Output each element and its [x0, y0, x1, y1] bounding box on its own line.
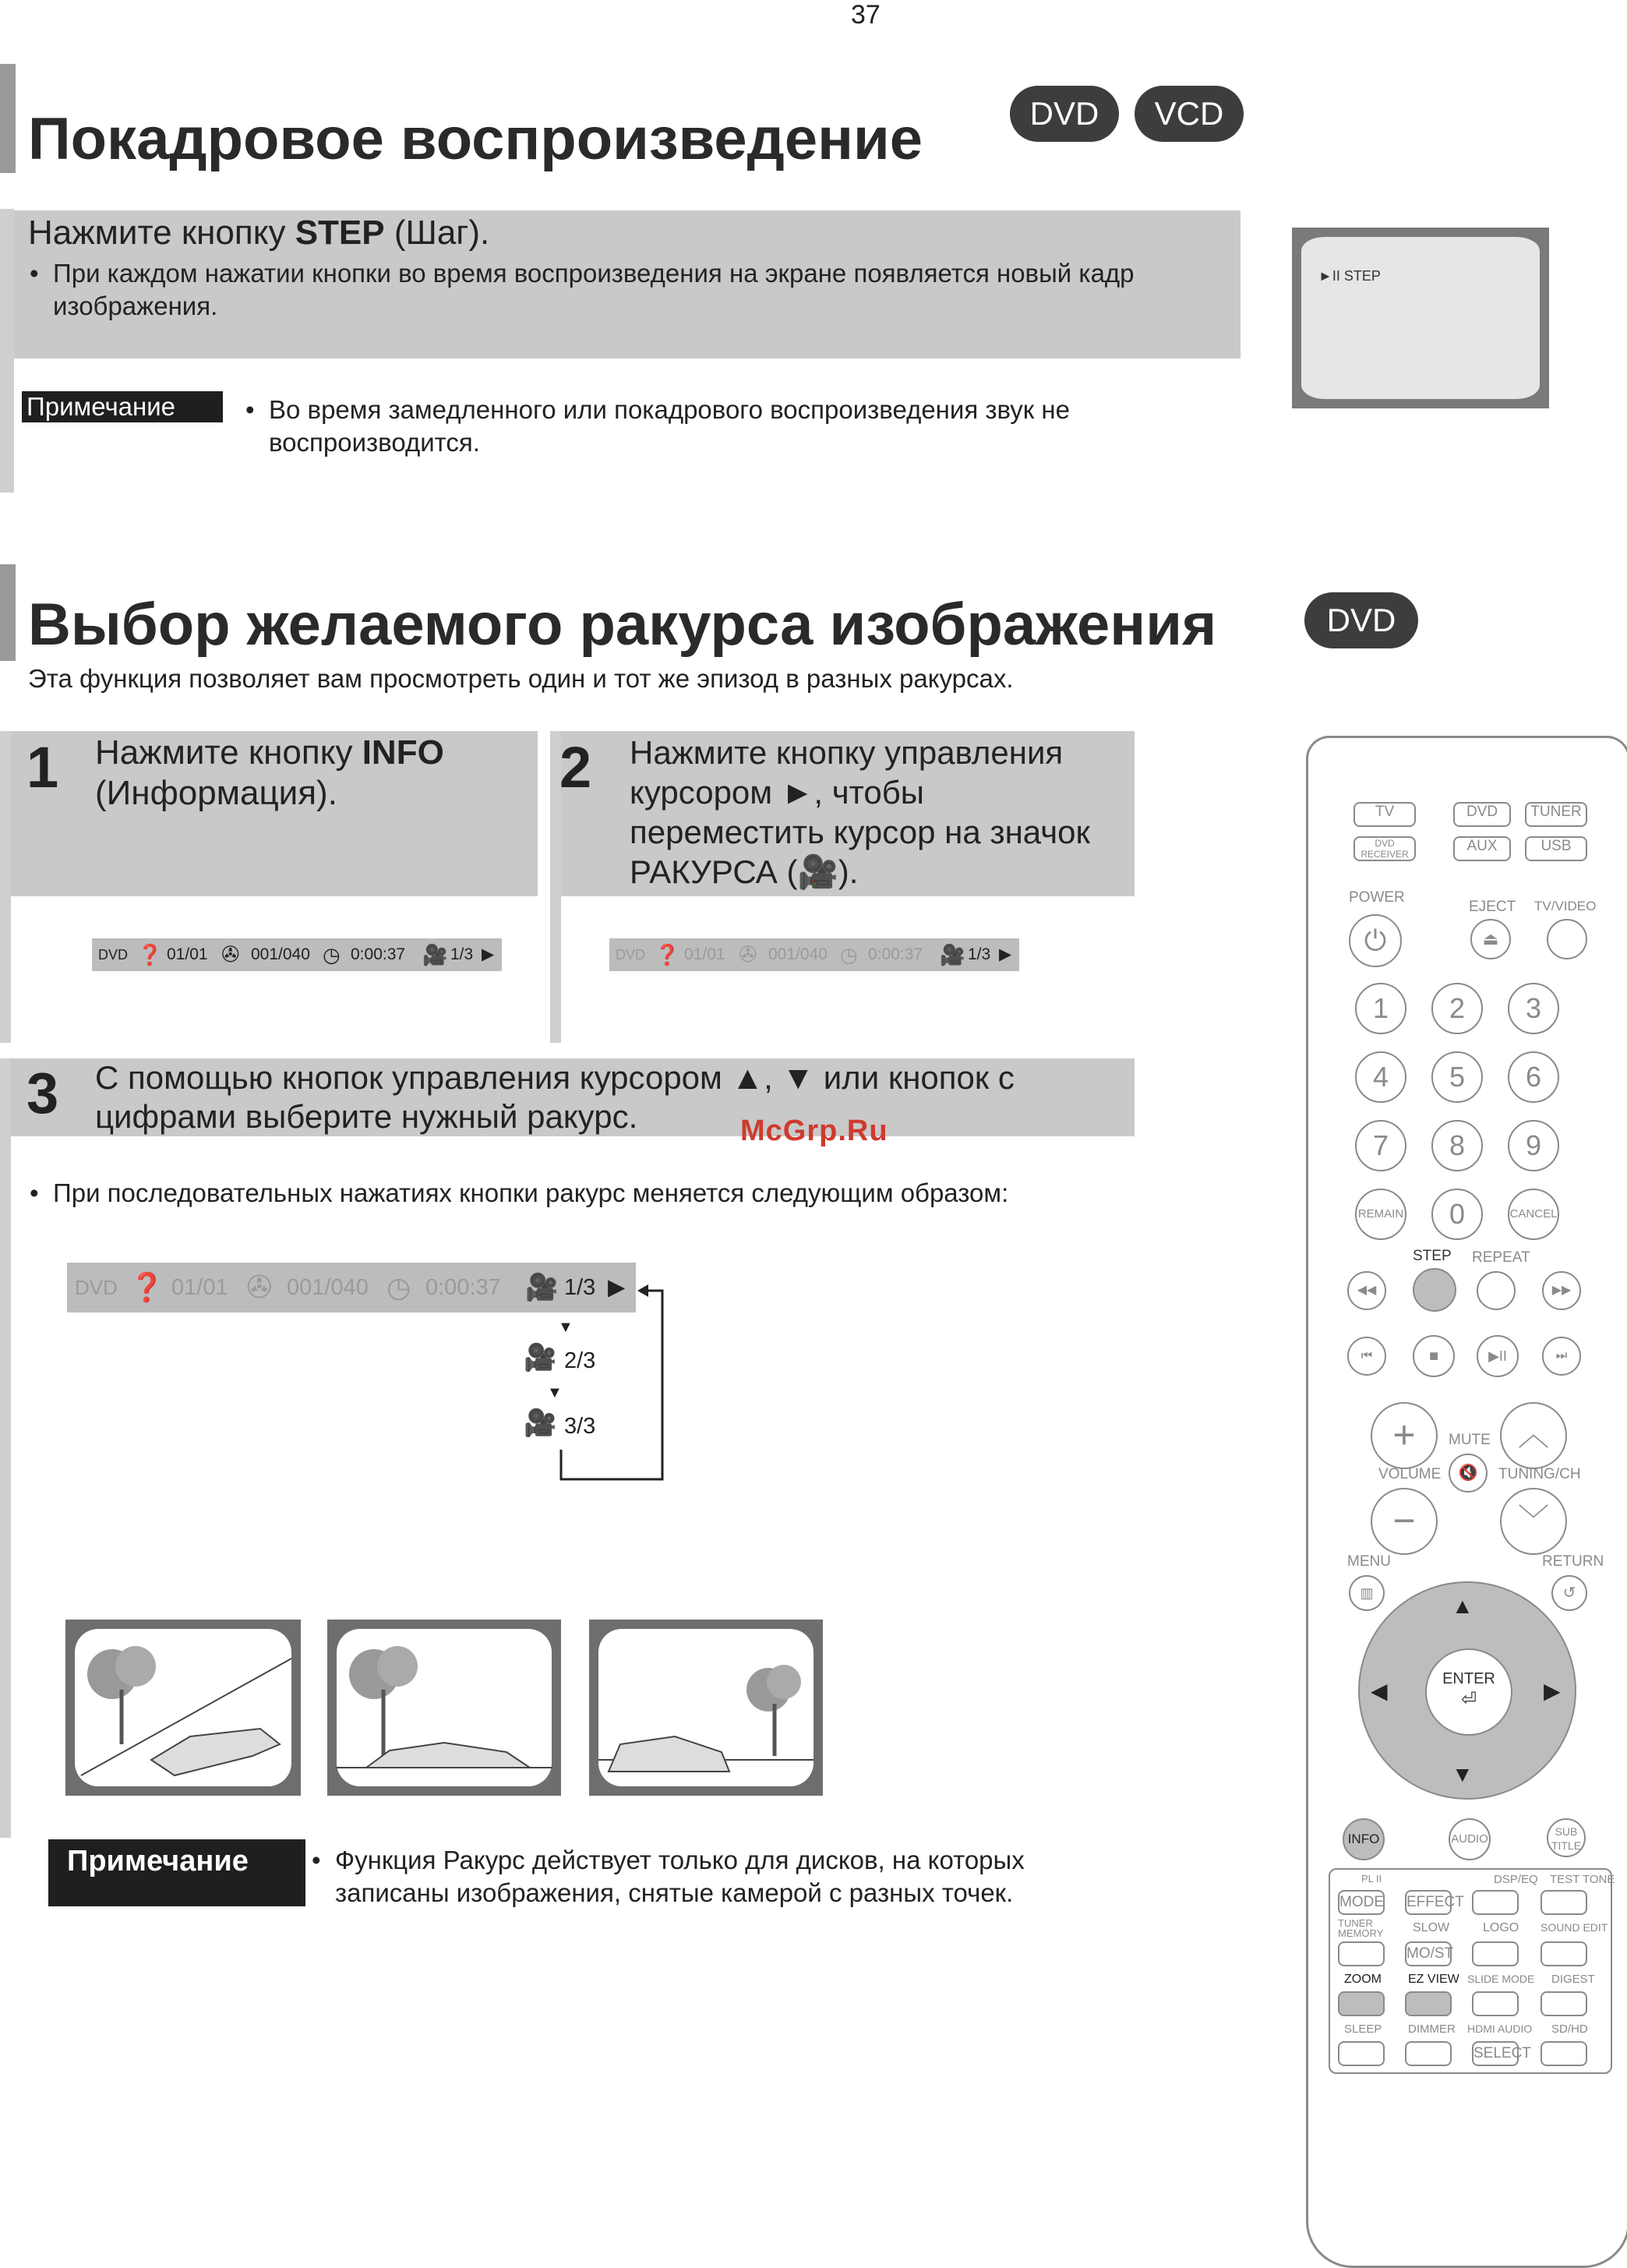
title-icon: ❓ [655, 943, 680, 966]
repeat-label: REPEAT [1472, 1249, 1530, 1266]
step3-number: 3 [26, 1061, 59, 1125]
play-icon: ▶ [608, 1275, 626, 1300]
down-arrow-button[interactable]: ▼ [1452, 1762, 1473, 1786]
source-tuner-button[interactable]: TUNER [1525, 802, 1587, 827]
osd-chapter: 001/040 [768, 945, 828, 963]
info-button[interactable]: INFO [1343, 1818, 1385, 1860]
angle-3: 3/3 [564, 1414, 596, 1439]
camera-icon: 🎥 [940, 943, 965, 966]
chapter-icon: ✇ [221, 942, 240, 966]
step-bullet: • При каждом нажатии кнопки во время воспроизведения на экране появляется новый кадр изображения. [53, 257, 1191, 323]
digit-3-button[interactable]: 3 [1508, 983, 1559, 1034]
tuning-label: TUNING/CH [1498, 1466, 1581, 1482]
source-usb-button[interactable]: USB [1525, 836, 1587, 861]
angle-image-2 [327, 1620, 561, 1796]
osd-time: 0:00:37 [351, 945, 406, 963]
badge-dvd: DVD [1010, 86, 1119, 142]
step-instruction: Нажмите кнопку STEP (Шаг). [28, 214, 490, 252]
osd-time: 0:00:37 [425, 1275, 501, 1300]
slide-mode-label: SLIDE MODE [1467, 1973, 1535, 1985]
cycle-arrow [545, 1278, 670, 1489]
info-osd-bar-cursor [609, 938, 1019, 971]
test-tone-label: TEST TONE [1550, 1873, 1615, 1886]
play-pause-button[interactable]: ▶II [1477, 1335, 1519, 1377]
tvvideo-button[interactable] [1547, 919, 1587, 959]
camera-icon: 🎥 [524, 1343, 557, 1372]
repeat-button[interactable] [1477, 1271, 1516, 1310]
tuner-memory-button[interactable] [1338, 1941, 1385, 1966]
logo-label: LOGO [1483, 1921, 1519, 1934]
next-button[interactable]: ⏭ [1542, 1337, 1581, 1376]
step-label: STEP [1413, 1248, 1452, 1264]
step3-text: С помощью кнопок управления курсором ▲, ▼ или кнопок с цифрами выберите нужный ракурс. [95, 1059, 1015, 1135]
dspeq-label: DSP/EQ [1494, 1873, 1538, 1886]
sound-edit-label: SOUND EDIT [1541, 1921, 1608, 1934]
camera-icon: 🎥 [422, 943, 448, 966]
audio-button[interactable]: AUDIO [1449, 1818, 1491, 1860]
mono-stereo-button[interactable]: MO/ST [1405, 1941, 1452, 1966]
eject-button[interactable]: ⏏ [1470, 919, 1511, 959]
sleep-button[interactable] [1338, 2041, 1385, 2066]
step1-side-bar [0, 731, 11, 1043]
ez-view-button[interactable] [1405, 1991, 1452, 2016]
volume-label: VOLUME [1378, 1466, 1442, 1482]
mute-button[interactable]: 🔇 [1449, 1454, 1488, 1493]
left-arrow-button[interactable]: ◀ [1371, 1679, 1388, 1703]
enter-button[interactable] [1425, 1648, 1512, 1736]
info-osd-bar [92, 938, 502, 971]
osd-disc: DVD [616, 947, 646, 963]
note-label: Примечание [48, 1839, 305, 1906]
fast-forward-button[interactable]: ▶▶ [1542, 1271, 1581, 1310]
digit-7-button[interactable]: 7 [1355, 1120, 1406, 1171]
digit-2-button[interactable]: 2 [1431, 983, 1483, 1034]
source-dvd-receiver-button[interactable]: DVD RECEIVER [1353, 836, 1416, 861]
screen-osd-step: ►II STEP [1318, 268, 1381, 284]
time-icon: ◷ [323, 943, 341, 966]
note-text: • Функция Ракурс действует только для дисков, на которых записаны изображения, снятые камерой с разных точек. [335, 1844, 1114, 1909]
camera-icon: 🎥 [525, 1273, 559, 1302]
osd-angle: 1/3 [968, 945, 991, 963]
dpad [1358, 1581, 1576, 1800]
section-marker [0, 64, 16, 173]
eject-label: EJECT [1469, 899, 1516, 915]
tuner-memory-label: TUNER MEMORY [1338, 1917, 1384, 1939]
camera-icon: 🎥 [524, 1408, 557, 1438]
effect-button[interactable]: EFFECT [1405, 1890, 1452, 1915]
note-label: Примечание [22, 391, 223, 422]
dimmer-button[interactable] [1405, 2041, 1452, 2066]
osd-chapter: 001/040 [251, 945, 310, 963]
sdhd-button[interactable] [1541, 2041, 1587, 2066]
osd-disc: DVD [75, 1276, 118, 1299]
angle-bullet: • При последовательных нажатиях кнопки ракурс меняется следующим образом: [53, 1177, 1008, 1210]
step1-text: Нажмите кнопку INFO (Информация). [95, 733, 444, 812]
chapter-icon: ✇ [739, 942, 757, 966]
channel-up-button[interactable]: ︿ [1500, 1402, 1567, 1469]
section2-title: Выбор желаемого ракурса изображения [28, 592, 1217, 658]
sdhd-label: SD/HD [1551, 2022, 1588, 2036]
chapter-icon: ✇ [246, 1270, 273, 1305]
section-marker [0, 564, 16, 661]
select-button[interactable]: SELECT [1472, 2041, 1519, 2066]
time-icon: ◷ [386, 1271, 411, 1303]
step-button[interactable] [1413, 1268, 1456, 1312]
remote-control [1306, 736, 1627, 2268]
function-grid [1329, 1868, 1615, 2074]
menu-label: MENU [1347, 1553, 1391, 1570]
badge-vcd: VCD [1135, 86, 1244, 142]
logo-button[interactable] [1472, 1941, 1519, 1966]
mute-label: MUTE [1449, 1432, 1491, 1448]
osd-title: 01/01 [684, 945, 725, 963]
power-button[interactable]: ⏻ [1349, 914, 1402, 967]
channel-down-button[interactable]: ﹀ [1500, 1488, 1567, 1555]
menu-button[interactable]: ▥ [1349, 1575, 1385, 1611]
up-arrow-button[interactable]: ▲ [1452, 1594, 1473, 1618]
digit-9-button[interactable]: 9 [1508, 1120, 1559, 1171]
osd-time: 0:00:37 [868, 945, 923, 963]
sleep-label: SLEEP [1344, 2022, 1382, 2036]
rewind-button[interactable]: ◀◀ [1347, 1271, 1386, 1310]
section2-subtitle: Эта функция позволяет вам просмотреть один и тот же эпизод в разных ракурсах. [28, 664, 1014, 693]
angle-2: 2/3 [564, 1348, 596, 1373]
volume-up-button[interactable]: + [1371, 1402, 1438, 1469]
tvvideo-label: TV/VIDEO [1534, 899, 1597, 913]
step2-text: Нажмите кнопку управления курсором ►, чтобы переместить курсор на значок РАКУРСА (🎥). [630, 734, 1090, 890]
volume-down-button[interactable]: − [1371, 1488, 1438, 1555]
digit-8-button[interactable]: 8 [1431, 1120, 1483, 1171]
osd-title: 01/01 [167, 945, 208, 963]
time-icon: ◷ [840, 943, 858, 966]
osd-title: 01/01 [171, 1275, 228, 1300]
stop-button[interactable]: ■ [1413, 1335, 1455, 1377]
cancel-button[interactable]: CANCEL [1508, 1189, 1559, 1240]
previous-button[interactable]: ⏮ [1347, 1337, 1386, 1376]
section1-side-bar [0, 209, 14, 493]
return-button[interactable]: ↺ [1551, 1575, 1587, 1611]
pl2-label: PL II [1361, 1873, 1382, 1885]
badge-dvd: DVD [1304, 592, 1418, 648]
step2-number: 2 [559, 735, 592, 800]
digit-4-button[interactable]: 4 [1355, 1051, 1406, 1103]
arrow-down-icon: ▼ [547, 1384, 563, 1401]
tv-screen [1301, 237, 1540, 399]
digit-5-button[interactable]: 5 [1431, 1051, 1483, 1103]
title-icon: ❓ [129, 1271, 164, 1303]
test-tone-button[interactable] [1541, 1890, 1587, 1915]
zoom-button[interactable] [1338, 1991, 1385, 2016]
tv-screen-frame [1292, 228, 1549, 408]
mode-button[interactable]: MODE [1338, 1890, 1385, 1915]
dimmer-label: DIMMER [1408, 2022, 1456, 2036]
note-text: • Во время замедленного или покадрового воспроизведения звук не воспроизводится. [269, 394, 1188, 459]
osd-angle: 1/3 [564, 1275, 596, 1300]
digest-label: DIGEST [1551, 1973, 1595, 1986]
zoom-label: ZOOM [1344, 1973, 1382, 1986]
play-icon: ▶ [999, 945, 1012, 963]
osd-angle: 1/3 [450, 945, 474, 963]
sound-edit-button[interactable] [1541, 1941, 1587, 1966]
angle-image-1 [65, 1620, 301, 1796]
osd-chapter: 001/040 [287, 1275, 369, 1300]
source-dvd-button[interactable]: DVD [1453, 802, 1511, 827]
angle-image-3 [589, 1620, 823, 1796]
digit-6-button[interactable]: 6 [1508, 1051, 1559, 1103]
page-number: 37 [851, 0, 881, 30]
power-label: POWER [1349, 889, 1405, 906]
dspeq-button[interactable] [1472, 1890, 1519, 1915]
step3-side-bar [0, 1058, 11, 1838]
digit-1-button[interactable]: 1 [1355, 983, 1406, 1034]
digit-0-button[interactable]: 0 [1431, 1189, 1483, 1240]
right-arrow-button[interactable]: ▶ [1544, 1679, 1561, 1703]
slow-label: SLOW [1413, 1921, 1450, 1934]
return-label: RETURN [1542, 1553, 1604, 1570]
ez-view-label: EZ VIEW [1408, 1973, 1459, 1986]
osd-disc: DVD [98, 947, 129, 963]
arrow-down-icon: ▼ [558, 1319, 574, 1336]
section1-title: Покадровое воспроизведение [28, 106, 923, 172]
hdmi-audio-label: HDMI AUDIO [1467, 2022, 1533, 2035]
subtitle-button[interactable]: SUB TITLE [1547, 1818, 1586, 1857]
play-icon: ▶ [482, 945, 495, 963]
remain-button[interactable]: REMAIN [1355, 1189, 1406, 1240]
title-icon: ❓ [137, 943, 163, 966]
enter-icon: ⏎ [1460, 1689, 1477, 1710]
source-aux-button[interactable]: AUX [1453, 836, 1511, 861]
slide-mode-button[interactable] [1472, 1991, 1519, 2016]
watermark: McGrp.Ru [740, 1115, 888, 1147]
enter-label: ENTER [1442, 1670, 1495, 1687]
step1-number: 1 [26, 735, 59, 800]
camera-icon: 🎥 [797, 853, 838, 890]
source-tv-button[interactable]: TV [1353, 802, 1416, 827]
digest-button[interactable] [1541, 1991, 1587, 2016]
